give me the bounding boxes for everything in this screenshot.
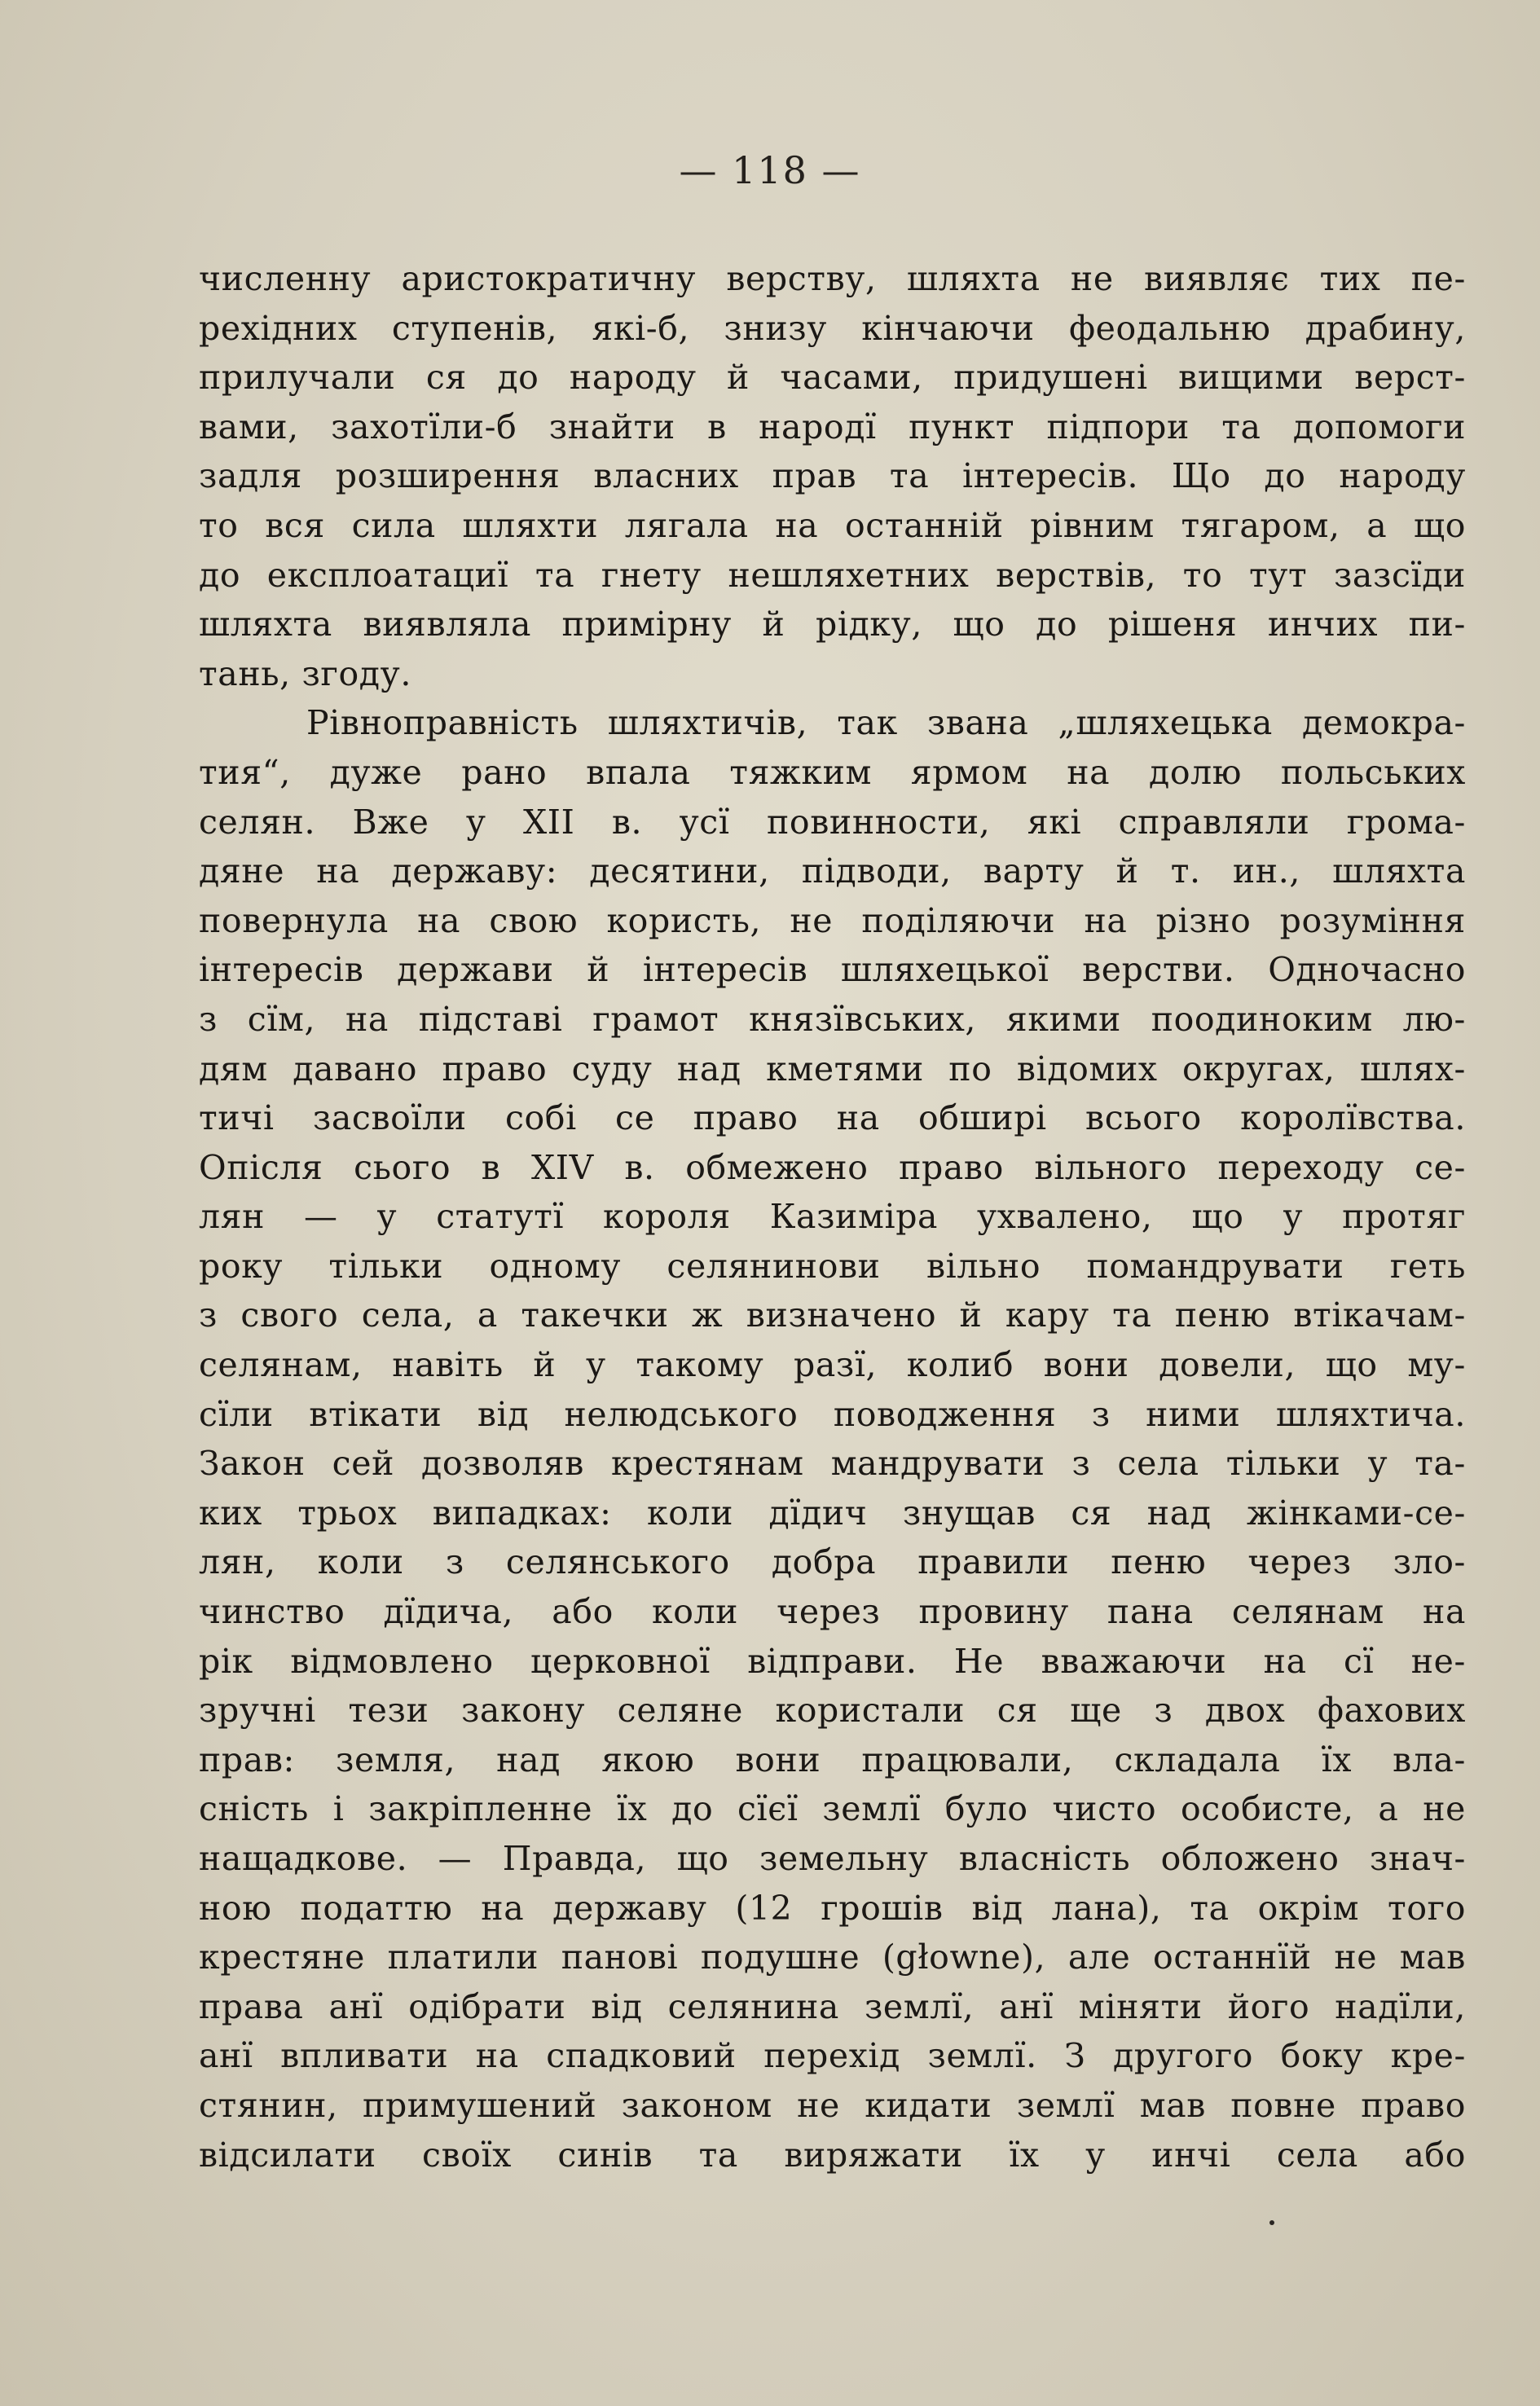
- text-line: стянин, примушений законом не кидати землї мав повне право: [199, 2085, 1466, 2125]
- text-line: тичі засвоїли собі се право на обширі всього королївства.: [199, 1098, 1466, 1138]
- text-line: крестяне платили панові подушне (głowne), але останнїй не мав: [199, 1938, 1466, 1977]
- text-line: повернула на свою користь, не поділяючи на різно розуміння: [199, 900, 1466, 940]
- text-line: відсилати своїх синів та виряжати їх у инчі села або: [199, 2135, 1466, 2175]
- text-line: селянам, навіть й у такому разї, колиб вони довели, що му-: [199, 1345, 1466, 1385]
- paper-speck: [1269, 2220, 1274, 2225]
- text-line: ною податтю на державу (12 грошів від лана), та окрім того: [199, 1888, 1466, 1928]
- text-line: то вся сила шляхти лягала на останній рівним тягаром, а що: [199, 505, 1466, 545]
- text-line: чинство дїдича, або коли через провину пана селянам на: [199, 1592, 1466, 1632]
- paragraph-1: [199, 254, 1466, 698]
- text-line: лян, коли з селянського добра правили пеню через зло-: [199, 1542, 1466, 1582]
- text-line: до експлоатациї та гнету нешляхетних верствів, то тут зазсїди: [199, 555, 1466, 595]
- text-line: сність і закріпленне їх до сїєї землї було чисто особисте, а не: [199, 1789, 1466, 1829]
- text-line: Рівноправність шляхтичів, так звана „шляхецька демокра-: [306, 703, 1466, 743]
- text-line: Закон сей дозволяв крестянам мандрувати з села тільки у та-: [199, 1444, 1466, 1484]
- text-line: шляхта виявляла примірну й рідку, що до рішеня инчих пи-: [199, 605, 1466, 644]
- text-line: прилучали ся до народу й часами, придушені вищими верст-: [199, 358, 1466, 398]
- text-line: інтересів держави й інтересів шляхецької верстви. Одночасно: [199, 950, 1466, 990]
- body-text: [199, 254, 1466, 2179]
- text-line: року тільки одному селянинови вільно помандрувати геть: [199, 1246, 1466, 1286]
- text-line: вами, захотїли-б знайти в народї пункт підпори та допомоги: [199, 407, 1466, 446]
- text-line: тань, згоду.: [199, 653, 411, 693]
- text-line: анї впливати на спадковий перехід землї. З другого боку кре-: [199, 2036, 1466, 2076]
- text-line: ких трьох випадках: коли дїдич знущав ся над жінками-се-: [199, 1493, 1466, 1533]
- text-line: зручні тези закону селяне користали ся ще з двох фахових: [199, 1691, 1466, 1731]
- text-line: задля розширення власних прав та інтересів. Що до народу: [199, 456, 1466, 496]
- text-line: дяне на державу: десятини, підводи, варту й т. ин., шляхта: [199, 851, 1466, 891]
- page-number: — 118 —: [679, 148, 861, 192]
- text-line: тия“, дуже рано впала тяжким ярмом на долю польських: [199, 752, 1466, 792]
- text-line: рехідних ступенів, які-б, знизу кінчаючи феодальню драбину,: [199, 308, 1466, 348]
- text-line: численну аристократичну верству, шляхта не виявляє тих пе-: [199, 259, 1466, 298]
- paragraph-2: [199, 698, 1466, 2179]
- text-line: прав: земля, над якою вони працювали, складала їх вла-: [199, 1740, 1466, 1779]
- text-line: права анї одібрати від селянина землї, анї міняти його надїли,: [199, 1986, 1466, 2026]
- text-line: з сїм, на підставі грамот князївських, якими поодиноким лю-: [199, 999, 1466, 1039]
- text-line: дям давано право суду над кметями по відомих округах, шлях-: [199, 1049, 1466, 1089]
- text-line: сїли втікати від нелюдського поводження з ними шляхтича.: [199, 1394, 1466, 1434]
- text-line: Опісля сього в XIV в. обмежено право вільного переходу се-: [199, 1147, 1466, 1187]
- text-line: з свого села, а такечки ж визначено й кару та пеню втікачам-: [199, 1295, 1466, 1335]
- text-line: лян — у статутї короля Казиміра ухвалено, що у протяг: [199, 1197, 1466, 1237]
- text-line: селян. Вже у XII в. усї повинности, які справляли грома-: [199, 802, 1466, 842]
- text-line: рік відмовлено церковної відправи. Не вважаючи на сї не-: [199, 1641, 1466, 1681]
- text-line: нащадкове. — Правда, що земельну власність обложено знач-: [199, 1839, 1466, 1878]
